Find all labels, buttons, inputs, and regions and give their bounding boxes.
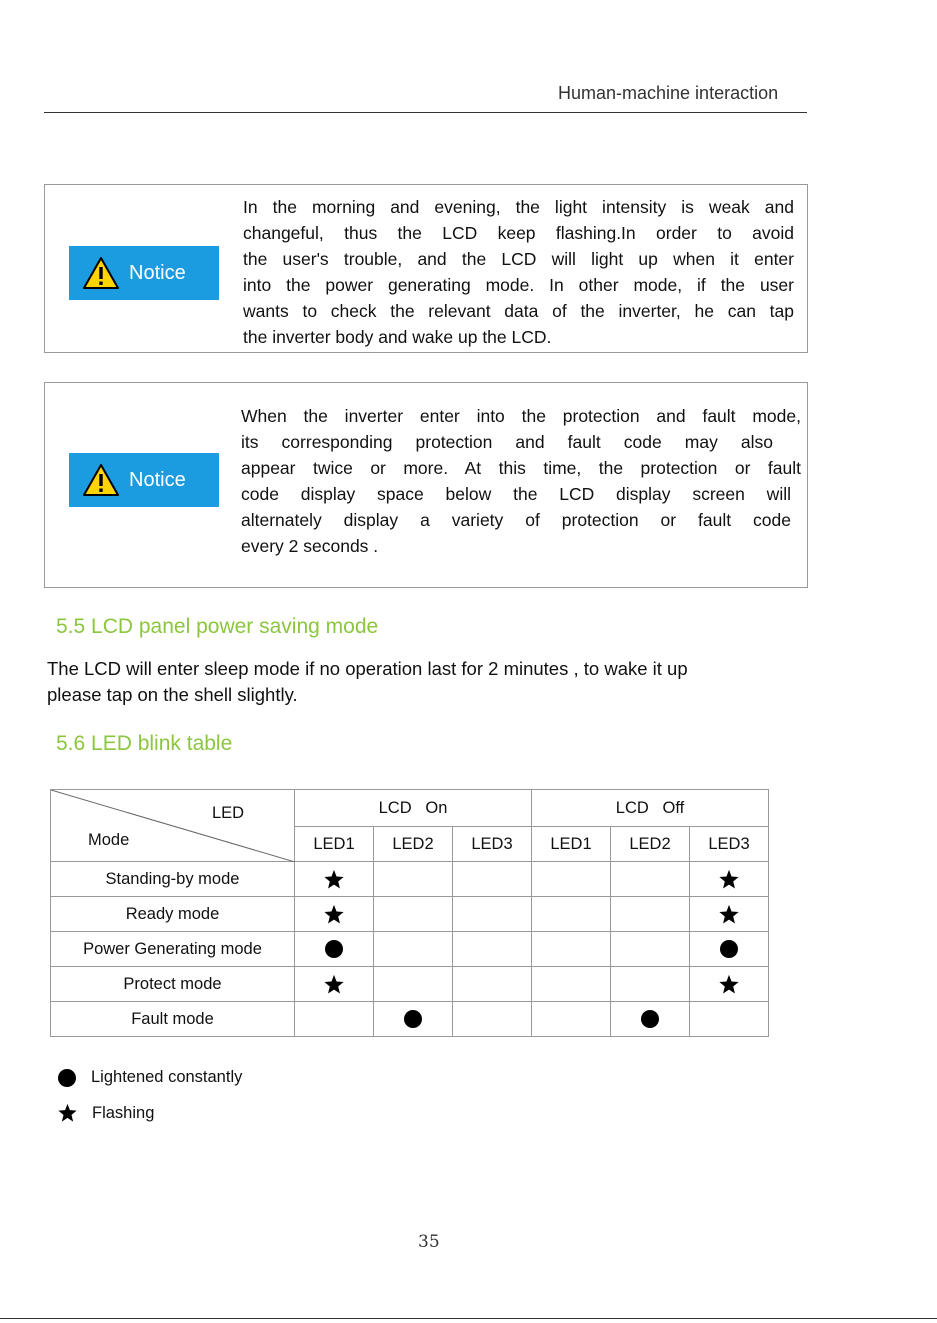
star-icon <box>718 904 740 925</box>
notice-box-1 <box>44 184 808 353</box>
led-column-header: LED2 <box>374 827 453 862</box>
notice-label: Notice <box>129 261 186 284</box>
mode-cell: Fault mode <box>51 1002 295 1037</box>
led-column-header: LED3 <box>690 827 769 862</box>
led-state-cell <box>611 862 690 897</box>
solid-circle-icon <box>325 940 343 958</box>
led-state-cell <box>374 967 453 1002</box>
notice-line: appear twice or more. At this time, the protection or fault <box>241 458 801 478</box>
notice-badge <box>69 453 219 507</box>
notice-line: every 2 seconds . <box>241 536 379 556</box>
star-icon <box>323 974 345 995</box>
mode-cell: Protect mode <box>51 967 295 1002</box>
led-state-cell <box>453 862 532 897</box>
footer-divider <box>0 1318 937 1319</box>
led-state-cell <box>690 1002 769 1037</box>
led-state-cell <box>690 897 769 932</box>
star-icon <box>323 869 345 890</box>
led-state-cell <box>453 897 532 932</box>
led-state-cell <box>453 932 532 967</box>
solid-circle-icon <box>58 1069 76 1087</box>
led-state-cell <box>453 967 532 1002</box>
notice-line: When the inverter enter into the protection and fault mode, <box>241 406 801 426</box>
led-state-cell <box>611 897 690 932</box>
mode-cell: Standing-by mode <box>51 862 295 897</box>
led-state-cell <box>532 897 611 932</box>
notice-line: the inverter body and wake up the LCD. <box>243 327 552 347</box>
table-row <box>51 932 769 967</box>
notice-line: alternately display a variety of protection or fault code <box>241 510 791 530</box>
led-state-cell <box>453 1002 532 1037</box>
table-row <box>51 862 769 897</box>
notice-label: Notice <box>129 468 186 491</box>
notice-line: the user's trouble, and the LCD will light up when it enter <box>243 249 794 269</box>
led-state-cell <box>690 862 769 897</box>
warning-icon <box>83 257 119 289</box>
corner-mode-label: Mode <box>88 831 130 849</box>
notice-line: into the power generating mode. In other mode, if the user <box>243 275 794 295</box>
led-state-cell <box>374 932 453 967</box>
legend-circle <box>58 1068 242 1087</box>
star-icon <box>57 1103 78 1123</box>
led-column-header: LED1 <box>295 827 374 862</box>
solid-circle-icon <box>720 940 738 958</box>
legend-star <box>57 1103 154 1123</box>
led-state-cell <box>295 967 374 1002</box>
led-state-cell <box>295 862 374 897</box>
led-state-cell <box>295 897 374 932</box>
power-saving-paragraph <box>47 656 688 708</box>
led-state-cell <box>611 932 690 967</box>
solid-circle-icon <box>404 1010 422 1028</box>
corner-led-label: LED <box>212 804 245 822</box>
diagonal-divider <box>51 790 295 862</box>
star-icon <box>718 869 740 890</box>
paragraph-line: The LCD will enter sleep mode if no operation last for 2 minutes , to wake it up <box>47 658 688 679</box>
warning-icon <box>83 464 119 496</box>
led-blink-table <box>50 789 769 1037</box>
table-row <box>51 897 769 932</box>
led-state-cell <box>295 932 374 967</box>
led-state-cell <box>374 897 453 932</box>
led-column-header: LED2 <box>611 827 690 862</box>
notice-box-2 <box>44 382 808 588</box>
page-number: 35 <box>418 1232 440 1252</box>
led-state-cell <box>532 1002 611 1037</box>
mode-cell: Ready mode <box>51 897 295 932</box>
table-row <box>51 1002 769 1037</box>
led-state-cell <box>532 967 611 1002</box>
notice-line: wants to check the relevant data of the inverter, he can tap <box>243 301 794 321</box>
led-state-cell <box>374 1002 453 1037</box>
notice-line: code display space below the LCD display screen will <box>241 484 791 504</box>
running-header: Human-machine interaction <box>558 83 779 103</box>
led-column-header: LED3 <box>453 827 532 862</box>
lcd-on-header: LCD On <box>295 790 532 827</box>
notice-badge <box>69 246 219 300</box>
lcd-off-header: LCD Off <box>532 790 769 827</box>
solid-circle-icon <box>641 1010 659 1028</box>
notice-text-2 <box>241 403 801 559</box>
notice-text-1 <box>243 194 794 350</box>
notice-line: its corresponding protection and fault code may also <box>241 432 773 452</box>
paragraph-line: please tap on the shell slightly. <box>47 684 298 705</box>
section-heading-5-6: 5.6 LED blink table <box>56 732 233 755</box>
notice-line: In the morning and evening, the light intensity is weak and <box>243 197 794 217</box>
legend-star-label: Flashing <box>92 1103 155 1122</box>
led-state-cell <box>532 862 611 897</box>
led-column-header: LED1 <box>532 827 611 862</box>
table-row <box>51 967 769 1002</box>
section-heading-5-5: 5.5 LCD panel power saving mode <box>56 615 379 638</box>
led-state-cell <box>532 932 611 967</box>
led-state-cell <box>611 967 690 1002</box>
led-state-cell <box>374 862 453 897</box>
led-state-cell <box>690 967 769 1002</box>
led-state-cell <box>295 1002 374 1037</box>
led-state-cell <box>690 932 769 967</box>
notice-line: changeful, thus the LCD keep flashing.In order to avoid <box>243 223 794 243</box>
star-icon <box>323 904 345 925</box>
star-icon <box>718 974 740 995</box>
led-state-cell <box>611 1002 690 1037</box>
table-corner-cell <box>51 790 295 862</box>
mode-cell: Power Generating mode <box>51 932 295 967</box>
legend-circle-label: Lightened constantly <box>91 1068 243 1086</box>
header-divider <box>44 112 807 113</box>
